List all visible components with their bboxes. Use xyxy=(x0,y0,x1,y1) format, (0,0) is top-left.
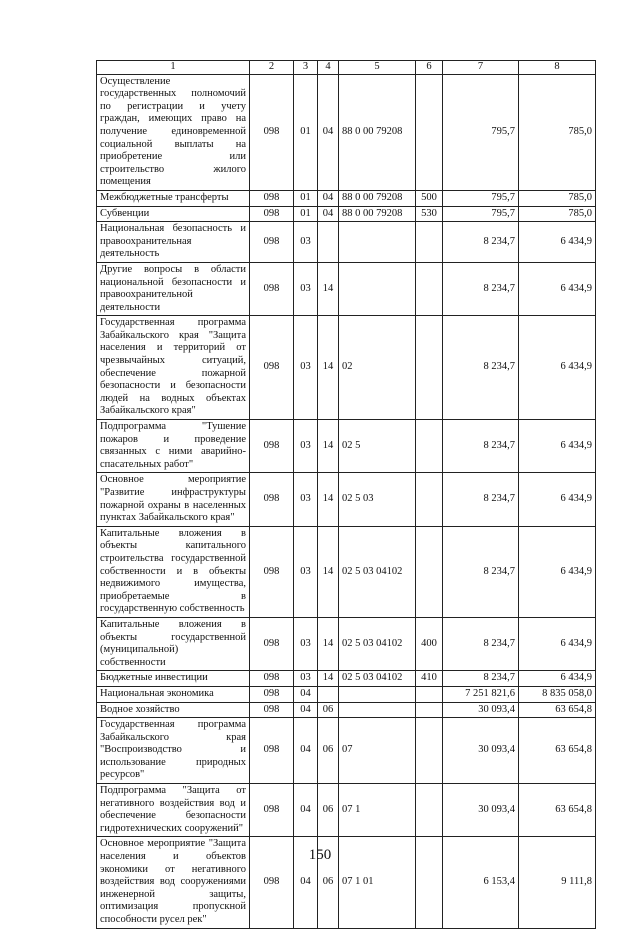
subsection-code: 14 xyxy=(318,671,339,687)
subsection-code: 04 xyxy=(318,74,339,190)
target-article: 02 5 03 xyxy=(339,473,416,526)
expense-type xyxy=(416,702,443,718)
section-code: 03 xyxy=(294,316,318,420)
subsection-code: 06 xyxy=(318,702,339,718)
amount-year-2: 6 434,9 xyxy=(519,316,596,420)
amount-year-1: 8 234,7 xyxy=(443,222,519,263)
amount-year-2: 63 654,8 xyxy=(519,718,596,784)
amount-year-2: 6 434,9 xyxy=(519,262,596,315)
admin-code: 098 xyxy=(250,316,294,420)
admin-code: 098 xyxy=(250,671,294,687)
amount-year-2: 6 434,9 xyxy=(519,473,596,526)
target-article xyxy=(339,262,416,315)
section-code: 03 xyxy=(294,526,318,617)
expense-type xyxy=(416,718,443,784)
row-name: Государственная программа Забайкальского края "Воспроизводство и использование природных ресурсов" xyxy=(97,718,250,784)
target-article: 07 1 xyxy=(339,784,416,837)
row-name: Подпрограмма "Тушение пожаров и проведение связанных с ними аварийно-спасательных работ" xyxy=(97,420,250,473)
table-row xyxy=(97,718,596,784)
target-article: 88 0 00 79208 xyxy=(339,206,416,222)
subsection-code: 04 xyxy=(318,190,339,206)
amount-year-2: 8 835 058,0 xyxy=(519,686,596,702)
table-row xyxy=(97,617,596,670)
subsection-code: 14 xyxy=(318,316,339,420)
table-row xyxy=(97,420,596,473)
amount-year-2: 63 654,8 xyxy=(519,784,596,837)
table-row xyxy=(97,316,596,420)
expense-type: 400 xyxy=(416,617,443,670)
table-row xyxy=(97,190,596,206)
table-header-row xyxy=(97,61,596,75)
amount-year-1: 795,7 xyxy=(443,74,519,190)
column-number: 3 xyxy=(294,61,318,75)
section-code: 04 xyxy=(294,718,318,784)
expense-type xyxy=(416,420,443,473)
table-row xyxy=(97,206,596,222)
amount-year-1: 795,7 xyxy=(443,206,519,222)
admin-code: 098 xyxy=(250,718,294,784)
table-row xyxy=(97,526,596,617)
amount-year-2: 63 654,8 xyxy=(519,702,596,718)
target-article: 07 xyxy=(339,718,416,784)
row-name: Бюджетные инвестиции xyxy=(97,671,250,687)
admin-code: 098 xyxy=(250,837,294,928)
row-name: Осуществление государственных полномочий по регистрации и учету граждан, имеющих право на получение единовременной социальной выплаты на приобретение или строительство жилого помещения xyxy=(97,74,250,190)
amount-year-2: 785,0 xyxy=(519,74,596,190)
admin-code: 098 xyxy=(250,473,294,526)
section-code: 03 xyxy=(294,473,318,526)
expense-type xyxy=(416,74,443,190)
table-row xyxy=(97,784,596,837)
target-article xyxy=(339,686,416,702)
target-article: 88 0 00 79208 xyxy=(339,190,416,206)
amount-year-1: 30 093,4 xyxy=(443,718,519,784)
subsection-code: 04 xyxy=(318,206,339,222)
admin-code: 098 xyxy=(250,686,294,702)
amount-year-2: 9 111,8 xyxy=(519,837,596,928)
amount-year-2: 6 434,9 xyxy=(519,671,596,687)
row-name: Межбюджетные трансферты xyxy=(97,190,250,206)
expense-type: 530 xyxy=(416,206,443,222)
amount-year-2: 785,0 xyxy=(519,206,596,222)
section-code: 03 xyxy=(294,262,318,315)
section-code: 04 xyxy=(294,702,318,718)
admin-code: 098 xyxy=(250,702,294,718)
admin-code: 098 xyxy=(250,526,294,617)
amount-year-1: 8 234,7 xyxy=(443,526,519,617)
section-code: 04 xyxy=(294,686,318,702)
admin-code: 098 xyxy=(250,420,294,473)
subsection-code: 14 xyxy=(318,526,339,617)
admin-code: 098 xyxy=(250,190,294,206)
expense-type xyxy=(416,222,443,263)
table-row xyxy=(97,262,596,315)
column-number: 5 xyxy=(339,61,416,75)
subsection-code: 06 xyxy=(318,837,339,928)
admin-code: 098 xyxy=(250,206,294,222)
table-row xyxy=(97,686,596,702)
section-code: 01 xyxy=(294,74,318,190)
row-name: Другие вопросы в области национальной безопасности и правоохранительной деятельности xyxy=(97,262,250,315)
expense-type xyxy=(416,784,443,837)
column-number: 8 xyxy=(519,61,596,75)
subsection-code: 14 xyxy=(318,473,339,526)
amount-year-2: 6 434,9 xyxy=(519,526,596,617)
subsection-code: 06 xyxy=(318,784,339,837)
section-code: 03 xyxy=(294,671,318,687)
row-name: Водное хозяйство xyxy=(97,702,250,718)
amount-year-1: 7 251 821,6 xyxy=(443,686,519,702)
expense-type: 410 xyxy=(416,671,443,687)
subsection-code: 06 xyxy=(318,718,339,784)
row-name: Национальная безопасность и правоохранительная деятельность xyxy=(97,222,250,263)
amount-year-2: 6 434,9 xyxy=(519,222,596,263)
row-name: Капитальные вложения в объекты капитального строительства государственной собственности и в объекты недвижимого имущества, приобретаемые в государственную собственность xyxy=(97,526,250,617)
target-article xyxy=(339,222,416,263)
target-article: 02 xyxy=(339,316,416,420)
row-name: Государственная программа Забайкальского края "Защита населения и территорий от чрезвычайных ситуаций, обеспечение пожарной безопасности и безопасности людей на водных объектах Забайкальского края" xyxy=(97,316,250,420)
row-name: Субвенции xyxy=(97,206,250,222)
target-article: 07 1 01 xyxy=(339,837,416,928)
amount-year-1: 8 234,7 xyxy=(443,473,519,526)
expense-type xyxy=(416,316,443,420)
expense-type xyxy=(416,526,443,617)
subsection-code xyxy=(318,686,339,702)
subsection-code: 14 xyxy=(318,262,339,315)
amount-year-1: 8 234,7 xyxy=(443,420,519,473)
target-article: 02 5 03 04102 xyxy=(339,526,416,617)
amount-year-1: 8 234,7 xyxy=(443,262,519,315)
budget-table xyxy=(96,60,596,929)
target-article xyxy=(339,702,416,718)
target-article: 02 5 03 04102 xyxy=(339,617,416,670)
amount-year-2: 6 434,9 xyxy=(519,617,596,670)
expense-type xyxy=(416,262,443,315)
section-code: 01 xyxy=(294,190,318,206)
table-row xyxy=(97,222,596,263)
expense-type xyxy=(416,473,443,526)
subsection-code: 14 xyxy=(318,617,339,670)
amount-year-1: 8 234,7 xyxy=(443,316,519,420)
target-article: 02 5 xyxy=(339,420,416,473)
row-name: Национальная экономика xyxy=(97,686,250,702)
section-code: 04 xyxy=(294,784,318,837)
expense-type: 500 xyxy=(416,190,443,206)
section-code: 04 xyxy=(294,837,318,928)
admin-code: 098 xyxy=(250,262,294,315)
admin-code: 098 xyxy=(250,784,294,837)
amount-year-2: 6 434,9 xyxy=(519,420,596,473)
row-name: Капитальные вложения в объекты государственной (муниципальной) собственности xyxy=(97,617,250,670)
page-number: 150 xyxy=(308,847,332,863)
amount-year-2: 785,0 xyxy=(519,190,596,206)
amount-year-1: 6 153,4 xyxy=(443,837,519,928)
admin-code: 098 xyxy=(250,617,294,670)
table-row xyxy=(97,473,596,526)
subsection-code xyxy=(318,222,339,263)
target-article: 02 5 03 04102 xyxy=(339,671,416,687)
row-name: Подпрограмма "Защита от негативного воздействия вод и обеспечение безопасности гидротехнических сооружений" xyxy=(97,784,250,837)
column-number: 7 xyxy=(443,61,519,75)
amount-year-1: 8 234,7 xyxy=(443,671,519,687)
row-name: Основное мероприятие "Защита населения и объектов экономики от негативного воздействия вод сооружениями инженерной защиты, оптимизация пропускной способности русел рек" xyxy=(97,837,250,928)
column-number: 1 xyxy=(97,61,250,75)
subsection-code: 14 xyxy=(318,420,339,473)
table-row xyxy=(97,702,596,718)
amount-year-1: 8 234,7 xyxy=(443,617,519,670)
table-row xyxy=(97,671,596,687)
target-article: 88 0 00 79208 xyxy=(339,74,416,190)
column-number: 2 xyxy=(250,61,294,75)
section-code: 03 xyxy=(294,617,318,670)
admin-code: 098 xyxy=(250,222,294,263)
table-row xyxy=(97,74,596,190)
section-code: 03 xyxy=(294,420,318,473)
column-number: 4 xyxy=(318,61,339,75)
amount-year-1: 30 093,4 xyxy=(443,702,519,718)
amount-year-1: 795,7 xyxy=(443,190,519,206)
expense-type xyxy=(416,686,443,702)
column-number: 6 xyxy=(416,61,443,75)
row-name: Основное мероприятие "Развитие инфраструктуры пожарной охраны в населенных пунктах Забайкальского края" xyxy=(97,473,250,526)
amount-year-1: 30 093,4 xyxy=(443,784,519,837)
section-code: 01 xyxy=(294,206,318,222)
admin-code: 098 xyxy=(250,74,294,190)
section-code: 03 xyxy=(294,222,318,263)
